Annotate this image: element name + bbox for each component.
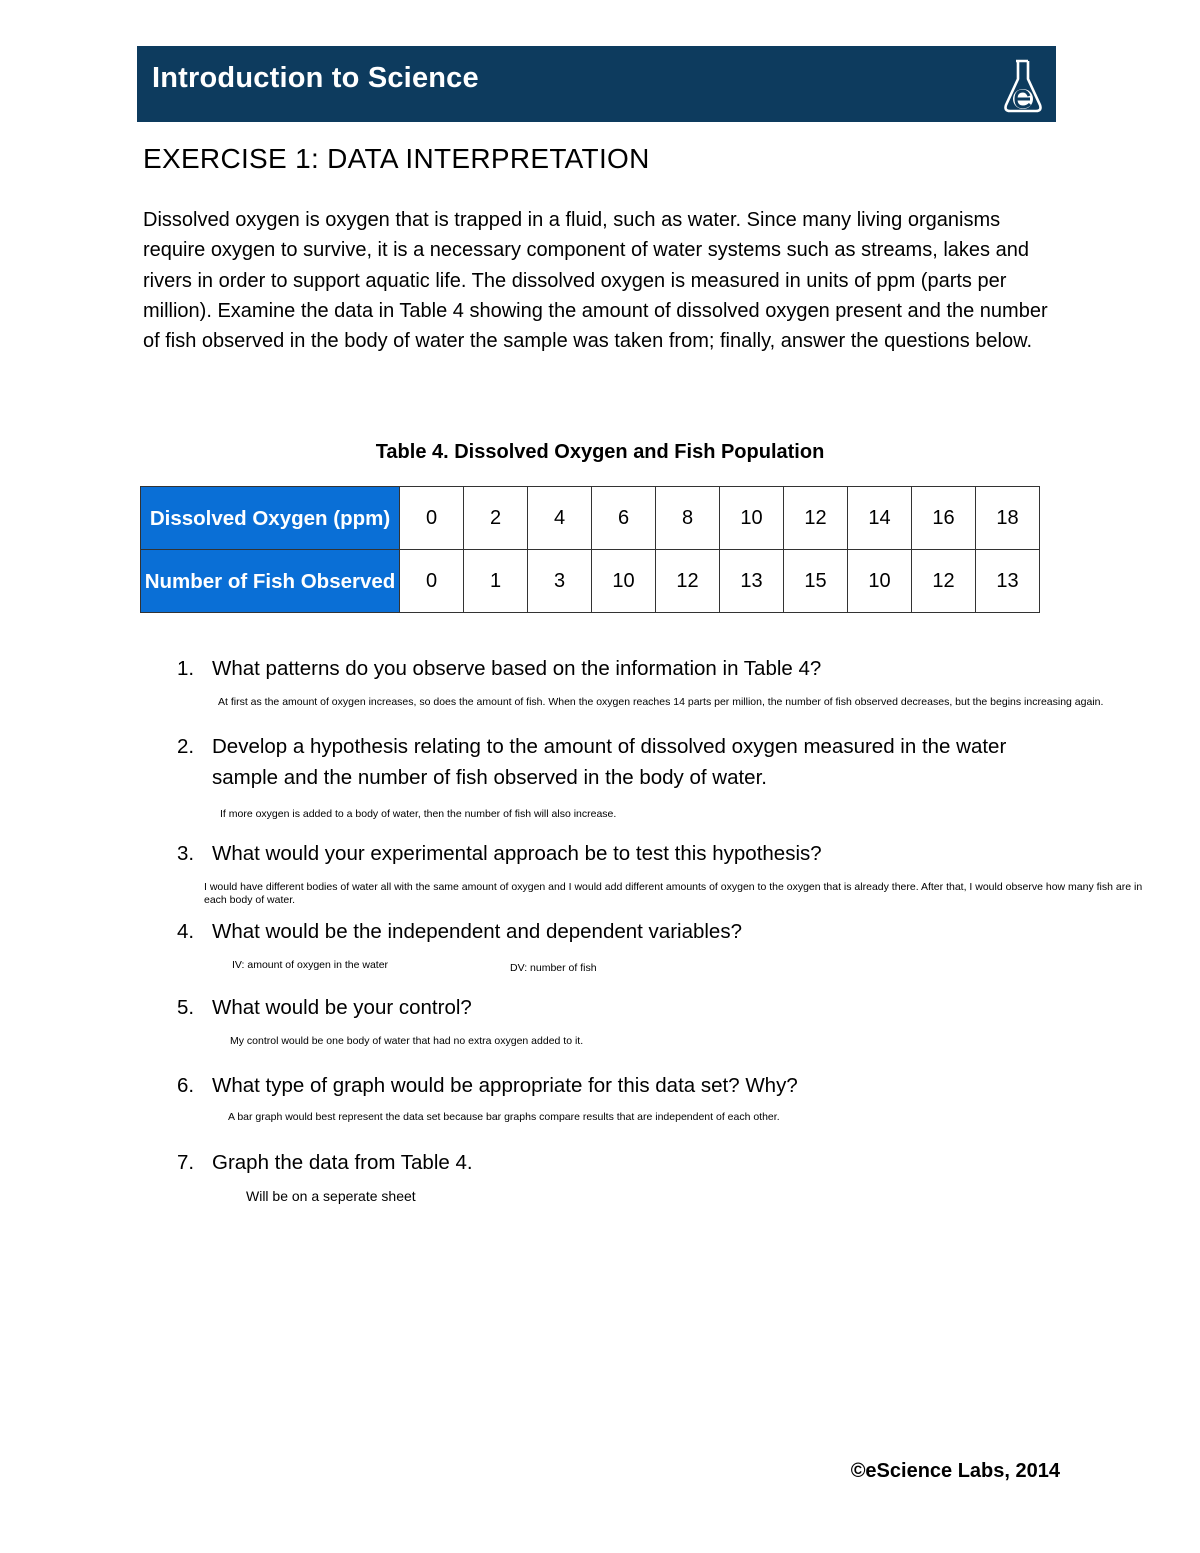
question-text: Graph the data from Table 4.	[212, 1151, 473, 1174]
question-text: What would be your control?	[212, 996, 472, 1019]
table-cell: 13	[720, 550, 784, 613]
table-row-oxygen	[141, 487, 1040, 550]
answer-4-dv: DV: number of fish	[510, 962, 597, 974]
question-text: Develop a hypothesis relating to the amount of dissolved oxygen measured in the water sample and the number of fish observed in the body of water.	[212, 735, 1007, 789]
table-cell: 10	[592, 550, 656, 613]
answer-1: At first as the amount of oxygen increases, so does the amount of fish. When the oxygen reaches 14 parts per million, the number of fish observed decreases, but the begins increasing again.	[218, 696, 1104, 708]
question-text: What type of graph would be appropriate for this data set? Why?	[212, 1074, 798, 1097]
question-number: 2.	[177, 735, 195, 758]
table-cell: 6	[592, 487, 656, 550]
answer-3: I would have different bodies of water all with the same amount of oxygen and I would add different amounts of oxygen to the oxygen that is already there. After that, I would observe how many fish are in each body of water.	[204, 881, 1143, 906]
question-number: 7.	[177, 1151, 195, 1174]
table-cell: 1	[464, 550, 528, 613]
question-number: 4.	[177, 920, 195, 943]
row-header-oxygen: Dissolved Oxygen (ppm)	[141, 487, 400, 550]
table-cell: 3	[528, 550, 592, 613]
table-cell: 18	[976, 487, 1040, 550]
question-text: What patterns do you observe based on the information in Table 4?	[212, 657, 822, 680]
data-table	[140, 486, 1040, 613]
table-cell: 13	[976, 550, 1040, 613]
answer-6: A bar graph would best represent the data set because bar graphs compare results that are independent of each other.	[228, 1111, 780, 1123]
table-cell: 10	[848, 550, 912, 613]
question-number: 5.	[177, 996, 195, 1019]
question-text: What would your experimental approach be to test this hypothesis?	[212, 842, 822, 865]
answer-5: My control would be one body of water that had no extra oxygen added to it.	[230, 1035, 584, 1047]
question-text: What would be the independent and dependent variables?	[212, 920, 742, 943]
table-cell: 14	[848, 487, 912, 550]
exercise-title: EXERCISE 1: DATA INTERPRETATION	[143, 143, 650, 174]
table-cell: 12	[784, 487, 848, 550]
question-number: 3.	[177, 842, 195, 865]
question-number: 6.	[177, 1074, 195, 1097]
table-cell: 0	[400, 487, 464, 550]
footer-copyright: ©eScience Labs, 2014	[850, 1460, 1060, 1482]
table-cell: 16	[912, 487, 976, 550]
header-title: Introduction to Science	[152, 62, 479, 94]
table-row-fish	[141, 550, 1040, 613]
table-cell: 4	[528, 487, 592, 550]
table-cell: 2	[464, 487, 528, 550]
escience-flask-logo-icon	[998, 55, 1048, 115]
table-cell: 8	[656, 487, 720, 550]
header-banner	[137, 46, 1056, 122]
answer-7: Will be on a seperate sheet	[246, 1188, 416, 1204]
table-cell: 12	[912, 550, 976, 613]
intro-paragraph: Dissolved oxygen is oxygen that is trapped in a fluid, such as water. Since many living organisms require oxygen to survive, it is a necessary component of water systems such as streams, lakes and rivers in order to support aquatic life. The dissolved oxygen is measured in units of ppm (parts per million). Examine the data in Table 4 showing the amount of dissolved oxygen present and the number of fish observed in the body of water the sample was taken from; finally, answer the questions below.	[143, 209, 1048, 353]
row-header-fish: Number of Fish Observed	[141, 550, 400, 613]
table-cell: 15	[784, 550, 848, 613]
answer-4-iv: IV: amount of oxygen in the water	[232, 959, 389, 971]
table-cell: 12	[656, 550, 720, 613]
table-cell: 10	[720, 487, 784, 550]
table-cell: 0	[400, 550, 464, 613]
table-caption: Table 4. Dissolved Oxygen and Fish Population	[375, 441, 825, 463]
question-number: 1.	[177, 657, 195, 680]
answer-2: If more oxygen is added to a body of water, then the number of fish will also increase.	[220, 808, 617, 820]
